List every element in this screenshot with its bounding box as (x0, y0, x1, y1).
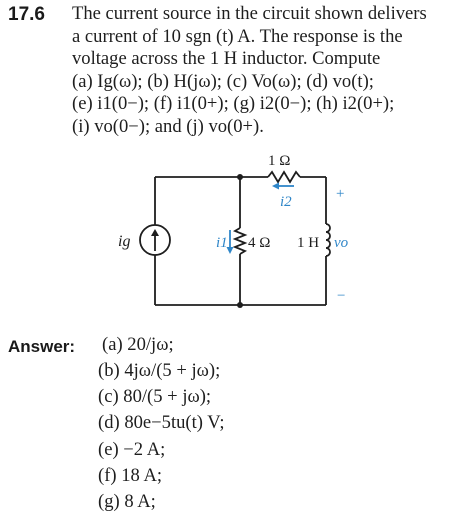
inductor-label: 1 H (297, 235, 320, 251)
answer-label: Answer: (8, 337, 76, 356)
circuit-diagram (108, 150, 368, 325)
source-label: ig (118, 233, 131, 250)
i2-arrow-icon (272, 183, 279, 190)
answer-f: (f) 18 A; (98, 465, 163, 486)
answer-g: (g) 8 A; (98, 491, 156, 512)
problem-line-2: a current of 10 sgn (t) A. The response is the (72, 25, 403, 47)
resistor-4ohm-label: 4 Ω (248, 235, 271, 251)
resistor-1ohm-label: 1 Ω (268, 153, 291, 169)
problem-line-4: (a) Ig(ω); (b) H(jω); (c) Vo(ω); (d) vo(t); (72, 70, 374, 92)
resistor-4ohm (235, 228, 245, 254)
vo-plus-sign: + (336, 186, 345, 202)
junction-bottom (237, 302, 243, 308)
answer-d: (d) 80e−5tu(t) V; (98, 412, 225, 433)
problem-line-1: The current source in the circuit shown delivers (72, 3, 427, 24)
answer-c: (c) 80/(5 + jω); (98, 386, 212, 407)
problem-line-5: (e) i1(0−); (f) i1(0+); (g) i2(0−); (h) i2(0+); (72, 93, 395, 114)
answer-e: (e) −2 A; (98, 439, 166, 460)
problem-line-6: (i) vo(0−); and (j) vo(0+). (72, 115, 264, 137)
problem-line-3: voltage across the 1 H inductor. Compute (72, 48, 381, 69)
problem-number: 17.6 (8, 4, 45, 25)
answer-a: (a) 20/jω; (102, 334, 174, 355)
vo-minus-sign: − (337, 288, 346, 304)
answer-b: (b) 4jω/(5 + jω); (98, 360, 221, 381)
vo-label: vo (334, 235, 349, 251)
problem-statement (72, 3, 468, 138)
circuit-svg (108, 150, 368, 320)
i2-label: i2 (280, 194, 292, 210)
junction-top (237, 174, 243, 180)
inductor-1h (326, 224, 330, 256)
source-arrow-icon (151, 229, 159, 236)
resistor-1ohm (268, 172, 300, 182)
i1-label: i1 (216, 235, 228, 251)
